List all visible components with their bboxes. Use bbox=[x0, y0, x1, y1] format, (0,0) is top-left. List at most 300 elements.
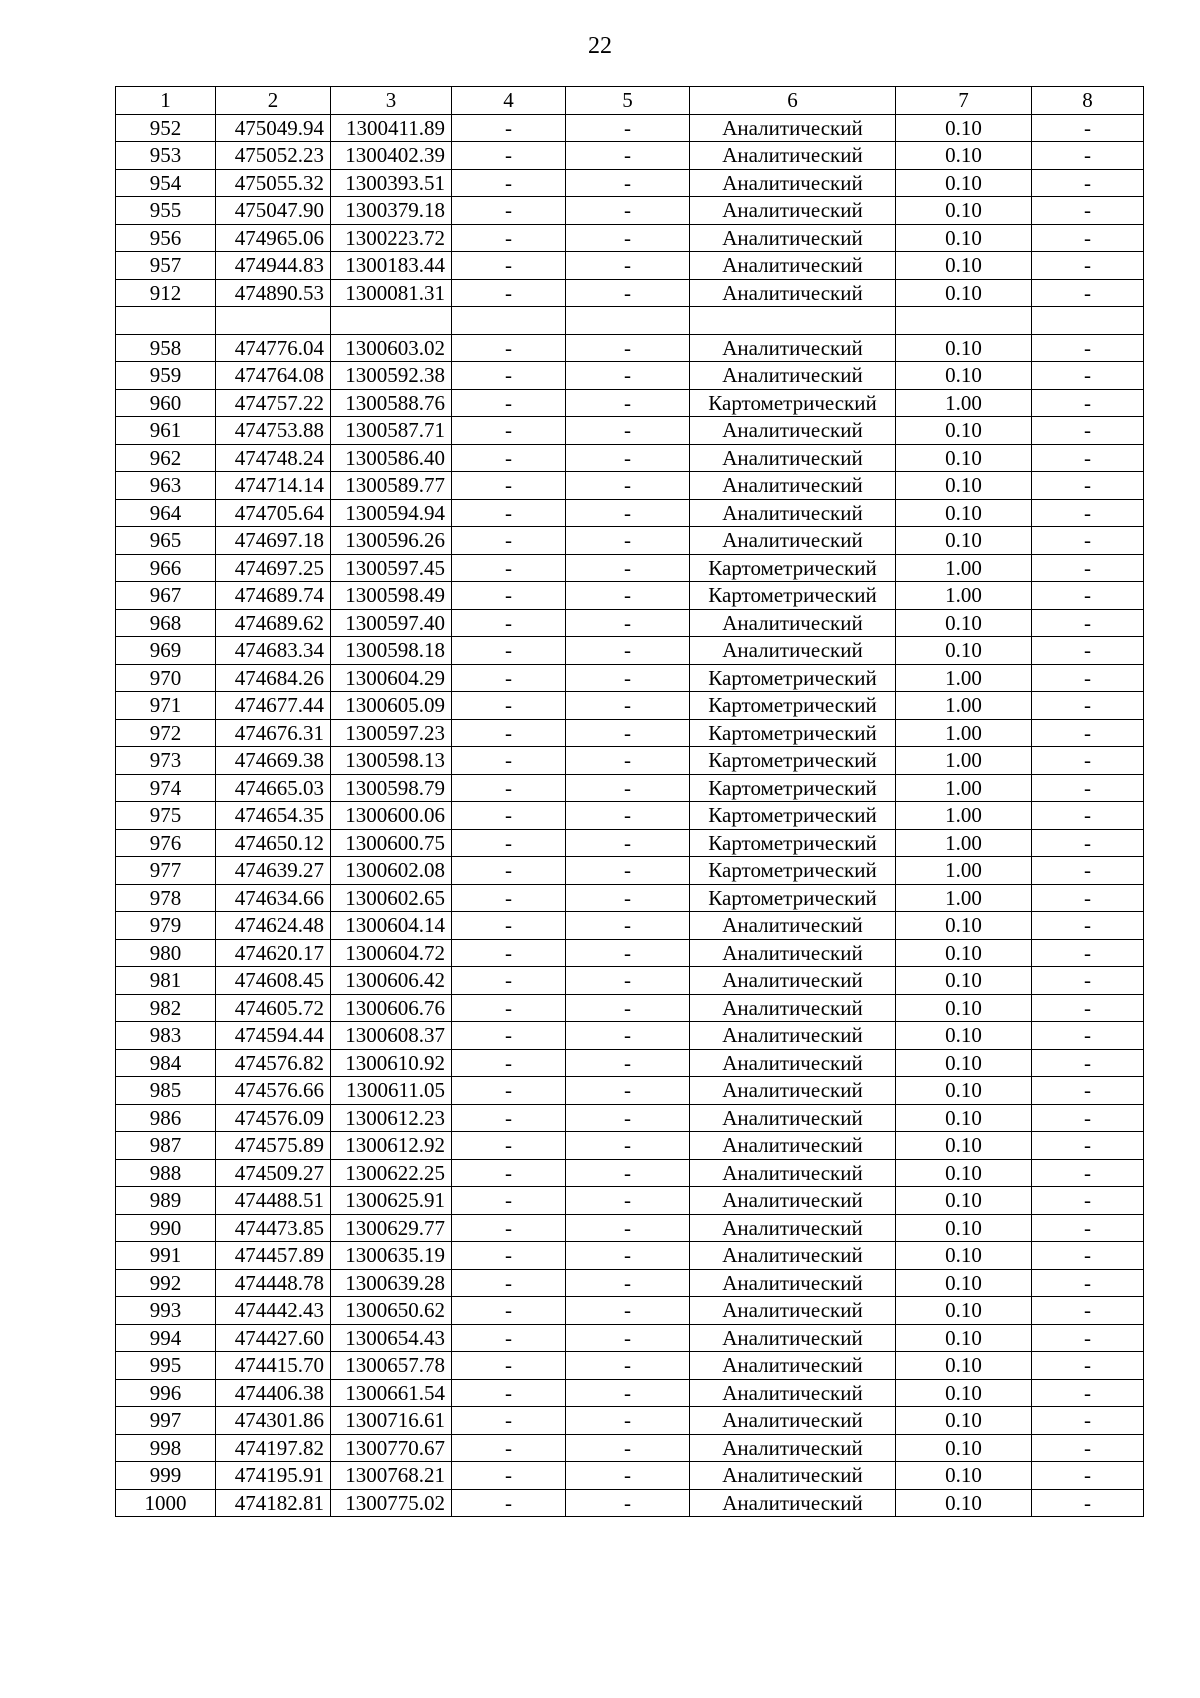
accuracy-cell: 0.10 bbox=[896, 417, 1032, 445]
method-cell: Аналитический bbox=[690, 939, 896, 967]
point-number-cell: 978 bbox=[116, 884, 216, 912]
method-cell: Аналитический bbox=[690, 1489, 896, 1517]
column-header: 2 bbox=[216, 87, 331, 115]
table-row bbox=[116, 114, 1144, 142]
y-coordinate-cell: 1300600.06 bbox=[331, 802, 452, 830]
column-4-cell: - bbox=[452, 1434, 566, 1462]
y-coordinate-cell: 1300768.21 bbox=[331, 1462, 452, 1490]
column-8-cell: - bbox=[1032, 252, 1144, 280]
column-8-cell: - bbox=[1032, 279, 1144, 307]
y-coordinate-cell: 1300598.79 bbox=[331, 774, 452, 802]
column-5-cell: - bbox=[566, 114, 690, 142]
table-row bbox=[116, 527, 1144, 555]
point-number-cell: 983 bbox=[116, 1022, 216, 1050]
method-cell: Картометрический bbox=[690, 857, 896, 885]
column-8-cell: - bbox=[1032, 1324, 1144, 1352]
column-5-cell: - bbox=[566, 884, 690, 912]
accuracy-cell: 0.10 bbox=[896, 967, 1032, 995]
method-cell: Картометрический bbox=[690, 664, 896, 692]
column-5-cell: - bbox=[566, 1049, 690, 1077]
column-8-cell: - bbox=[1032, 169, 1144, 197]
column-8-cell: - bbox=[1032, 1297, 1144, 1325]
column-8-cell: - bbox=[1032, 334, 1144, 362]
table-row bbox=[116, 747, 1144, 775]
accuracy-cell: 0.10 bbox=[896, 637, 1032, 665]
point-number-cell: 992 bbox=[116, 1269, 216, 1297]
column-8-cell: - bbox=[1032, 1104, 1144, 1132]
accuracy-cell: 1.00 bbox=[896, 692, 1032, 720]
column-5-cell: - bbox=[566, 582, 690, 610]
accuracy-cell: 1.00 bbox=[896, 857, 1032, 885]
y-coordinate-cell: 1300612.92 bbox=[331, 1132, 452, 1160]
y-coordinate-cell: 1300588.76 bbox=[331, 389, 452, 417]
x-coordinate-cell: 474639.27 bbox=[216, 857, 331, 885]
point-number-cell: 996 bbox=[116, 1379, 216, 1407]
table-row bbox=[116, 692, 1144, 720]
column-4-cell: - bbox=[452, 1104, 566, 1132]
method-cell: Аналитический bbox=[690, 1297, 896, 1325]
method-cell: Аналитический bbox=[690, 1407, 896, 1435]
column-4-cell: - bbox=[452, 197, 566, 225]
point-number-cell: 986 bbox=[116, 1104, 216, 1132]
point-number-cell: 979 bbox=[116, 912, 216, 940]
method-cell: Картометрический bbox=[690, 554, 896, 582]
column-5-cell: - bbox=[566, 1132, 690, 1160]
point-number-cell: 980 bbox=[116, 939, 216, 967]
point-number-cell: 995 bbox=[116, 1352, 216, 1380]
column-8-cell: - bbox=[1032, 197, 1144, 225]
x-coordinate-cell: 474764.08 bbox=[216, 362, 331, 390]
column-5-cell: - bbox=[566, 197, 690, 225]
column-5-cell: - bbox=[566, 747, 690, 775]
column-4-cell: - bbox=[452, 967, 566, 995]
column-8-cell: - bbox=[1032, 939, 1144, 967]
column-4-cell: - bbox=[452, 719, 566, 747]
table-row bbox=[116, 224, 1144, 252]
column-5-cell: - bbox=[566, 967, 690, 995]
table-row bbox=[116, 554, 1144, 582]
accuracy-cell: 1.00 bbox=[896, 719, 1032, 747]
x-coordinate-cell: 474748.24 bbox=[216, 444, 331, 472]
y-coordinate-cell: 1300602.08 bbox=[331, 857, 452, 885]
table-row bbox=[116, 1242, 1144, 1270]
column-8-cell: - bbox=[1032, 884, 1144, 912]
point-number-cell: 967 bbox=[116, 582, 216, 610]
y-coordinate-cell: 1300612.23 bbox=[331, 1104, 452, 1132]
column-8-cell: - bbox=[1032, 637, 1144, 665]
x-coordinate-cell: 474457.89 bbox=[216, 1242, 331, 1270]
x-coordinate-cell bbox=[216, 307, 331, 335]
accuracy-cell: 0.10 bbox=[896, 1462, 1032, 1490]
method-cell: Аналитический bbox=[690, 417, 896, 445]
table-row bbox=[116, 334, 1144, 362]
column-4-cell: - bbox=[452, 884, 566, 912]
column-4-cell: - bbox=[452, 994, 566, 1022]
accuracy-cell: 1.00 bbox=[896, 747, 1032, 775]
column-5-cell: - bbox=[566, 1352, 690, 1380]
table-row bbox=[116, 1022, 1144, 1050]
method-cell: Аналитический bbox=[690, 472, 896, 500]
column-4-cell: - bbox=[452, 169, 566, 197]
method-cell: Картометрический bbox=[690, 692, 896, 720]
column-5-cell: - bbox=[566, 692, 690, 720]
method-cell: Аналитический bbox=[690, 1022, 896, 1050]
column-4-cell: - bbox=[452, 554, 566, 582]
page-number: 22 bbox=[588, 33, 612, 59]
point-number-cell: 989 bbox=[116, 1187, 216, 1215]
column-4-cell: - bbox=[452, 747, 566, 775]
column-8-cell: - bbox=[1032, 1242, 1144, 1270]
point-number-cell: 1000 bbox=[116, 1489, 216, 1517]
column-5-cell: - bbox=[566, 1269, 690, 1297]
column-8-cell: - bbox=[1032, 1214, 1144, 1242]
column-5-cell: - bbox=[566, 774, 690, 802]
x-coordinate-cell: 474965.06 bbox=[216, 224, 331, 252]
column-8-cell: - bbox=[1032, 802, 1144, 830]
method-cell: Аналитический bbox=[690, 142, 896, 170]
column-5-cell: - bbox=[566, 1242, 690, 1270]
x-coordinate-cell: 474576.09 bbox=[216, 1104, 331, 1132]
column-5-cell: - bbox=[566, 994, 690, 1022]
point-number-cell: 969 bbox=[116, 637, 216, 665]
y-coordinate-cell: 1300597.23 bbox=[331, 719, 452, 747]
accuracy-cell: 0.10 bbox=[896, 939, 1032, 967]
table-row bbox=[116, 1077, 1144, 1105]
y-coordinate-cell: 1300625.91 bbox=[331, 1187, 452, 1215]
y-coordinate-cell: 1300223.72 bbox=[331, 224, 452, 252]
column-8-cell: - bbox=[1032, 1049, 1144, 1077]
x-coordinate-cell: 474415.70 bbox=[216, 1352, 331, 1380]
x-coordinate-cell: 474676.31 bbox=[216, 719, 331, 747]
x-coordinate-cell: 474427.60 bbox=[216, 1324, 331, 1352]
point-number-cell: 988 bbox=[116, 1159, 216, 1187]
column-5-cell: - bbox=[566, 444, 690, 472]
table-row bbox=[116, 637, 1144, 665]
column-8-cell: - bbox=[1032, 499, 1144, 527]
table-row bbox=[116, 967, 1144, 995]
column-5-cell: - bbox=[566, 279, 690, 307]
point-number-cell: 962 bbox=[116, 444, 216, 472]
method-cell: Аналитический bbox=[690, 609, 896, 637]
point-number-cell: 956 bbox=[116, 224, 216, 252]
column-4-cell: - bbox=[452, 499, 566, 527]
column-8-cell: - bbox=[1032, 472, 1144, 500]
column-4-cell: - bbox=[452, 252, 566, 280]
point-number-cell: 991 bbox=[116, 1242, 216, 1270]
column-8-cell: - bbox=[1032, 609, 1144, 637]
point-number-cell: 970 bbox=[116, 664, 216, 692]
x-coordinate-cell: 474575.89 bbox=[216, 1132, 331, 1160]
point-number-cell: 955 bbox=[116, 197, 216, 225]
column-5-cell: - bbox=[566, 527, 690, 555]
y-coordinate-cell: 1300600.75 bbox=[331, 829, 452, 857]
x-coordinate-cell: 474182.81 bbox=[216, 1489, 331, 1517]
column-4-cell: - bbox=[452, 1214, 566, 1242]
point-number-cell: 961 bbox=[116, 417, 216, 445]
column-5-cell: - bbox=[566, 362, 690, 390]
accuracy-cell: 0.10 bbox=[896, 279, 1032, 307]
method-cell: Аналитический bbox=[690, 362, 896, 390]
x-coordinate-cell: 474197.82 bbox=[216, 1434, 331, 1462]
table-row bbox=[116, 884, 1144, 912]
column-5-cell: - bbox=[566, 417, 690, 445]
method-cell: Аналитический bbox=[690, 1077, 896, 1105]
column-4-cell: - bbox=[452, 802, 566, 830]
method-cell: Аналитический bbox=[690, 334, 896, 362]
column-4-cell: - bbox=[452, 334, 566, 362]
method-cell: Аналитический bbox=[690, 444, 896, 472]
table-row bbox=[116, 1104, 1144, 1132]
y-coordinate-cell: 1300657.78 bbox=[331, 1352, 452, 1380]
accuracy-cell: 0.10 bbox=[896, 912, 1032, 940]
method-cell: Аналитический bbox=[690, 912, 896, 940]
y-coordinate-cell: 1300586.40 bbox=[331, 444, 452, 472]
column-5-cell: - bbox=[566, 1159, 690, 1187]
column-4-cell: - bbox=[452, 1159, 566, 1187]
y-coordinate-cell: 1300610.92 bbox=[331, 1049, 452, 1077]
column-8-cell: - bbox=[1032, 554, 1144, 582]
column-8-cell: - bbox=[1032, 1379, 1144, 1407]
point-number-cell: 966 bbox=[116, 554, 216, 582]
column-5-cell: - bbox=[566, 499, 690, 527]
y-coordinate-cell: 1300598.49 bbox=[331, 582, 452, 610]
column-4-cell: - bbox=[452, 472, 566, 500]
x-coordinate-cell: 474624.48 bbox=[216, 912, 331, 940]
point-number-cell: 912 bbox=[116, 279, 216, 307]
table-row bbox=[116, 252, 1144, 280]
column-5-cell: - bbox=[566, 912, 690, 940]
table-row bbox=[116, 307, 1144, 335]
x-coordinate-cell: 474753.88 bbox=[216, 417, 331, 445]
accuracy-cell: 1.00 bbox=[896, 829, 1032, 857]
method-cell: Картометрический bbox=[690, 582, 896, 610]
column-4-cell: - bbox=[452, 142, 566, 170]
method-cell: Аналитический bbox=[690, 1242, 896, 1270]
table-row bbox=[116, 417, 1144, 445]
column-5-cell: - bbox=[566, 334, 690, 362]
y-coordinate-cell: 1300608.37 bbox=[331, 1022, 452, 1050]
accuracy-cell: 0.10 bbox=[896, 1132, 1032, 1160]
table-row bbox=[116, 1379, 1144, 1407]
column-4-cell: - bbox=[452, 829, 566, 857]
accuracy-cell: 0.10 bbox=[896, 1214, 1032, 1242]
y-coordinate-cell: 1300393.51 bbox=[331, 169, 452, 197]
table-row bbox=[116, 664, 1144, 692]
method-cell: Аналитический bbox=[690, 252, 896, 280]
column-4-cell: - bbox=[452, 1049, 566, 1077]
column-4-cell: - bbox=[452, 114, 566, 142]
x-coordinate-cell: 474576.66 bbox=[216, 1077, 331, 1105]
table-row bbox=[116, 1132, 1144, 1160]
method-cell: Аналитический bbox=[690, 279, 896, 307]
column-8-cell: - bbox=[1032, 857, 1144, 885]
x-coordinate-cell: 474665.03 bbox=[216, 774, 331, 802]
x-coordinate-cell: 474448.78 bbox=[216, 1269, 331, 1297]
y-coordinate-cell: 1300596.26 bbox=[331, 527, 452, 555]
accuracy-cell: 0.10 bbox=[896, 1379, 1032, 1407]
table-header-row bbox=[116, 87, 1144, 115]
column-4-cell: - bbox=[452, 1379, 566, 1407]
column-5-cell: - bbox=[566, 1077, 690, 1105]
y-coordinate-cell: 1300411.89 bbox=[331, 114, 452, 142]
y-coordinate-cell: 1300654.43 bbox=[331, 1324, 452, 1352]
table-row bbox=[116, 1049, 1144, 1077]
accuracy-cell: 1.00 bbox=[896, 664, 1032, 692]
column-8-cell: - bbox=[1032, 582, 1144, 610]
column-8-cell: - bbox=[1032, 747, 1144, 775]
x-coordinate-cell: 474757.22 bbox=[216, 389, 331, 417]
x-coordinate-cell: 474944.83 bbox=[216, 252, 331, 280]
x-coordinate-cell: 474576.82 bbox=[216, 1049, 331, 1077]
point-number-cell: 990 bbox=[116, 1214, 216, 1242]
method-cell: Аналитический bbox=[690, 1132, 896, 1160]
column-8-cell: - bbox=[1032, 1434, 1144, 1462]
column-4-cell bbox=[452, 307, 566, 335]
x-coordinate-cell: 475049.94 bbox=[216, 114, 331, 142]
table-row bbox=[116, 499, 1144, 527]
y-coordinate-cell: 1300661.54 bbox=[331, 1379, 452, 1407]
column-8-cell: - bbox=[1032, 1077, 1144, 1105]
table-body bbox=[116, 114, 1144, 1517]
method-cell: Аналитический bbox=[690, 1379, 896, 1407]
accuracy-cell: 1.00 bbox=[896, 802, 1032, 830]
method-cell: Аналитический bbox=[690, 499, 896, 527]
column-8-cell: - bbox=[1032, 1489, 1144, 1517]
point-number-cell: 954 bbox=[116, 169, 216, 197]
method-cell: Картометрический bbox=[690, 774, 896, 802]
column-5-cell: - bbox=[566, 1407, 690, 1435]
y-coordinate-cell: 1300594.94 bbox=[331, 499, 452, 527]
x-coordinate-cell: 474509.27 bbox=[216, 1159, 331, 1187]
accuracy-cell: 0.10 bbox=[896, 472, 1032, 500]
y-coordinate-cell: 1300605.09 bbox=[331, 692, 452, 720]
accuracy-cell: 0.10 bbox=[896, 252, 1032, 280]
x-coordinate-cell: 474406.38 bbox=[216, 1379, 331, 1407]
accuracy-cell: 0.10 bbox=[896, 1187, 1032, 1215]
accuracy-cell: 0.10 bbox=[896, 1324, 1032, 1352]
method-cell: Аналитический bbox=[690, 1104, 896, 1132]
accuracy-cell: 0.10 bbox=[896, 1297, 1032, 1325]
column-8-cell: - bbox=[1032, 829, 1144, 857]
point-number-cell: 964 bbox=[116, 499, 216, 527]
column-8-cell: - bbox=[1032, 224, 1144, 252]
column-4-cell: - bbox=[452, 417, 566, 445]
table-row bbox=[116, 1159, 1144, 1187]
table-row bbox=[116, 1462, 1144, 1490]
x-coordinate-cell: 474473.85 bbox=[216, 1214, 331, 1242]
accuracy-cell: 0.10 bbox=[896, 994, 1032, 1022]
y-coordinate-cell: 1300598.18 bbox=[331, 637, 452, 665]
y-coordinate-cell: 1300775.02 bbox=[331, 1489, 452, 1517]
column-8-cell: - bbox=[1032, 389, 1144, 417]
column-5-cell: - bbox=[566, 1324, 690, 1352]
y-coordinate-cell: 1300629.77 bbox=[331, 1214, 452, 1242]
point-number-cell: 963 bbox=[116, 472, 216, 500]
accuracy-cell: 0.10 bbox=[896, 1077, 1032, 1105]
column-8-cell: - bbox=[1032, 719, 1144, 747]
x-coordinate-cell: 474650.12 bbox=[216, 829, 331, 857]
column-5-cell: - bbox=[566, 1434, 690, 1462]
column-4-cell: - bbox=[452, 774, 566, 802]
column-5-cell: - bbox=[566, 719, 690, 747]
column-8-cell: - bbox=[1032, 444, 1144, 472]
accuracy-cell: 0.10 bbox=[896, 1407, 1032, 1435]
column-4-cell: - bbox=[452, 1297, 566, 1325]
column-5-cell: - bbox=[566, 1379, 690, 1407]
accuracy-cell: 0.10 bbox=[896, 1489, 1032, 1517]
accuracy-cell: 0.10 bbox=[896, 1434, 1032, 1462]
column-header: 5 bbox=[566, 87, 690, 115]
x-coordinate-cell: 474442.43 bbox=[216, 1297, 331, 1325]
table-row bbox=[116, 912, 1144, 940]
point-number-cell: 998 bbox=[116, 1434, 216, 1462]
column-4-cell: - bbox=[452, 279, 566, 307]
column-5-cell: - bbox=[566, 1104, 690, 1132]
point-number-cell: 975 bbox=[116, 802, 216, 830]
accuracy-cell: 1.00 bbox=[896, 389, 1032, 417]
column-4-cell: - bbox=[452, 609, 566, 637]
y-coordinate-cell: 1300622.25 bbox=[331, 1159, 452, 1187]
y-coordinate-cell: 1300081.31 bbox=[331, 279, 452, 307]
x-coordinate-cell: 474714.14 bbox=[216, 472, 331, 500]
table-row bbox=[116, 939, 1144, 967]
x-coordinate-cell: 474634.66 bbox=[216, 884, 331, 912]
method-cell: Аналитический bbox=[690, 1352, 896, 1380]
column-8-cell: - bbox=[1032, 664, 1144, 692]
point-number-cell: 981 bbox=[116, 967, 216, 995]
column-header: 8 bbox=[1032, 87, 1144, 115]
method-cell: Картометрический bbox=[690, 884, 896, 912]
accuracy-cell: 1.00 bbox=[896, 582, 1032, 610]
x-coordinate-cell: 474776.04 bbox=[216, 334, 331, 362]
column-8-cell: - bbox=[1032, 1269, 1144, 1297]
accuracy-cell: 0.10 bbox=[896, 527, 1032, 555]
table-row bbox=[116, 142, 1144, 170]
column-header: 1 bbox=[116, 87, 216, 115]
column-8-cell: - bbox=[1032, 417, 1144, 445]
method-cell: Аналитический bbox=[690, 1269, 896, 1297]
x-coordinate-cell: 474683.34 bbox=[216, 637, 331, 665]
method-cell: Аналитический bbox=[690, 114, 896, 142]
x-coordinate-cell: 474697.18 bbox=[216, 527, 331, 555]
column-8-cell bbox=[1032, 307, 1144, 335]
point-number-cell: 976 bbox=[116, 829, 216, 857]
table-row bbox=[116, 169, 1144, 197]
table-row bbox=[116, 1187, 1144, 1215]
column-5-cell: - bbox=[566, 829, 690, 857]
y-coordinate-cell: 1300606.76 bbox=[331, 994, 452, 1022]
x-coordinate-cell: 474689.74 bbox=[216, 582, 331, 610]
x-coordinate-cell: 475052.23 bbox=[216, 142, 331, 170]
column-8-cell: - bbox=[1032, 114, 1144, 142]
column-5-cell: - bbox=[566, 1022, 690, 1050]
x-coordinate-cell: 474605.72 bbox=[216, 994, 331, 1022]
table-row bbox=[116, 444, 1144, 472]
y-coordinate-cell: 1300587.71 bbox=[331, 417, 452, 445]
method-cell: Картометрический bbox=[690, 389, 896, 417]
method-cell: Аналитический bbox=[690, 967, 896, 995]
table-row bbox=[116, 582, 1144, 610]
method-cell: Аналитический bbox=[690, 1159, 896, 1187]
y-coordinate-cell: 1300770.67 bbox=[331, 1434, 452, 1462]
method-cell: Картометрический bbox=[690, 747, 896, 775]
point-number-cell: 993 bbox=[116, 1297, 216, 1325]
column-4-cell: - bbox=[452, 1022, 566, 1050]
column-4-cell: - bbox=[452, 1269, 566, 1297]
table-row bbox=[116, 1407, 1144, 1435]
column-4-cell: - bbox=[452, 527, 566, 555]
accuracy-cell: 0.10 bbox=[896, 609, 1032, 637]
